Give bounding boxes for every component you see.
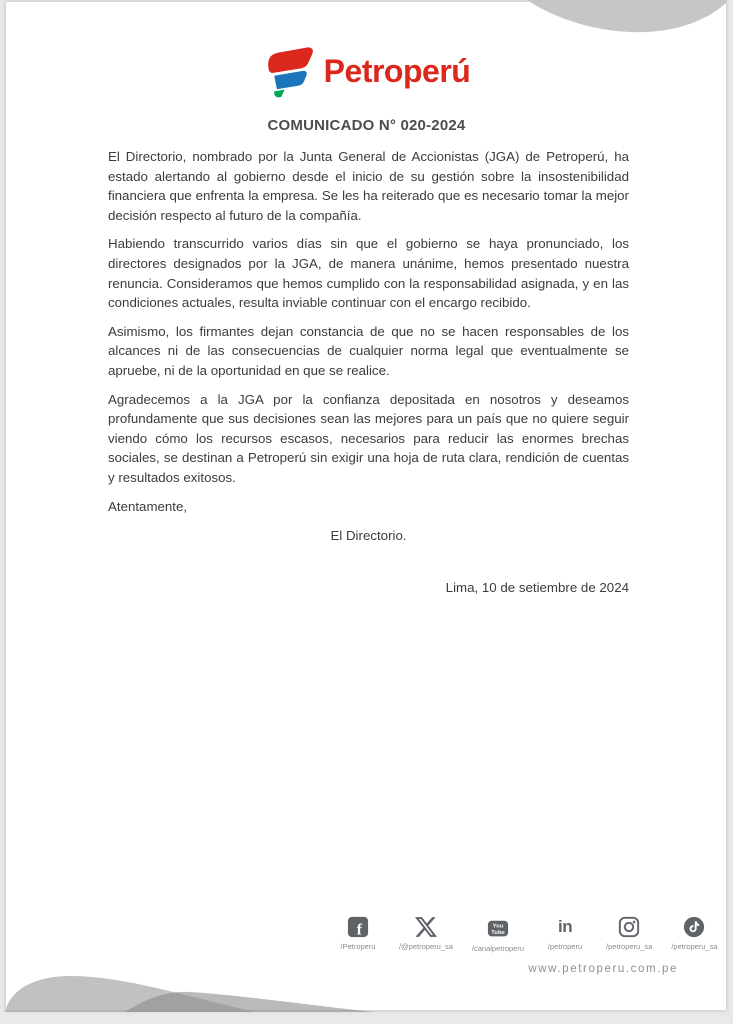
social-handle: /petroperu_sa xyxy=(606,942,653,951)
dateline: Lima, 10 de setiembre de 2024 xyxy=(445,579,629,595)
social-handle: /Petroperu xyxy=(340,942,376,951)
svg-text:f: f xyxy=(356,921,362,938)
social-item-youtube[interactable] xyxy=(472,916,524,953)
paragraph-1: El Directorio, nombrado por la Junta General de Accionistas (JGA) de Petroperú, ha estado alertando al gobierno desde el inicio de su gestión sobre la insostenibilidad financiera que enfrenta la empresa. Se les ha reiterado que es necesario tomar la mejor decisión respecto al futuro de la compañía. xyxy=(108,149,629,223)
social-item-facebook[interactable] xyxy=(336,916,380,951)
social-handle: /petroperu xyxy=(547,942,583,951)
facebook-icon xyxy=(347,916,369,938)
instagram-icon xyxy=(618,916,640,938)
social-handle: /petroperu_sa xyxy=(671,942,718,951)
social-handle: /@petroperu_sa xyxy=(399,942,453,951)
social-item-x[interactable] xyxy=(399,916,453,951)
social-item-linkedin[interactable] xyxy=(543,916,587,951)
linkedin-icon: in xyxy=(557,917,573,936)
x-twitter-icon xyxy=(415,916,437,938)
youtube-icon xyxy=(487,918,509,940)
petroperu-logo-icon xyxy=(263,44,315,98)
svg-text:Tube: Tube xyxy=(491,930,505,937)
document-title: COMUNICADO N° 020-2024 xyxy=(267,117,466,134)
brand-name: Petroperú xyxy=(323,52,471,89)
paragraph-3: Asimismo, los firmantes dejan constancia de que no se hacen responsables de los alcances ni de las consecuencias de cualquier norma legal que eventualmente se apruebe, ni de la oportunidad en que se realice. xyxy=(108,323,629,378)
website-link[interactable]: www.petroperu.com.pe xyxy=(528,963,678,975)
social-item-tiktok[interactable] xyxy=(671,916,717,951)
document-body xyxy=(108,147,629,606)
tiktok-icon xyxy=(683,916,705,938)
social-item-instagram[interactable] xyxy=(606,916,652,951)
paragraph-2: Habiendo transcurrido varios días sin que el gobierno se haya pronunciado, los directores designados por la JGA, de manera unánime, hemos presentado nuestra renuncia. Consideramos que hemos cumplido con la responsabilidad asignada, y en las condiciones actuales, resulta inviable continuar con el encargo recibido. xyxy=(108,236,629,311)
svg-text:You: You xyxy=(492,923,504,930)
social-handle: /canalpetroperu xyxy=(471,944,525,953)
paragraph-4: Agradecemos a la JGA por la confianza depositada en nosotros y deseamos profundamente que sus decisiones sean las mejores para un país que no quiere seguir viendo cómo los recursos escasos, necesarios para reducir las enormes brechas sociales, se destinan a Petroperú sin exigir una hoja de ruta clara, rendición de cuentas y resultados exitosos. xyxy=(108,391,629,485)
logo xyxy=(0,44,733,98)
signature-line: El Directorio. xyxy=(330,528,407,544)
closing-line: Atentamente, xyxy=(108,498,188,514)
social-links-row xyxy=(336,916,718,953)
